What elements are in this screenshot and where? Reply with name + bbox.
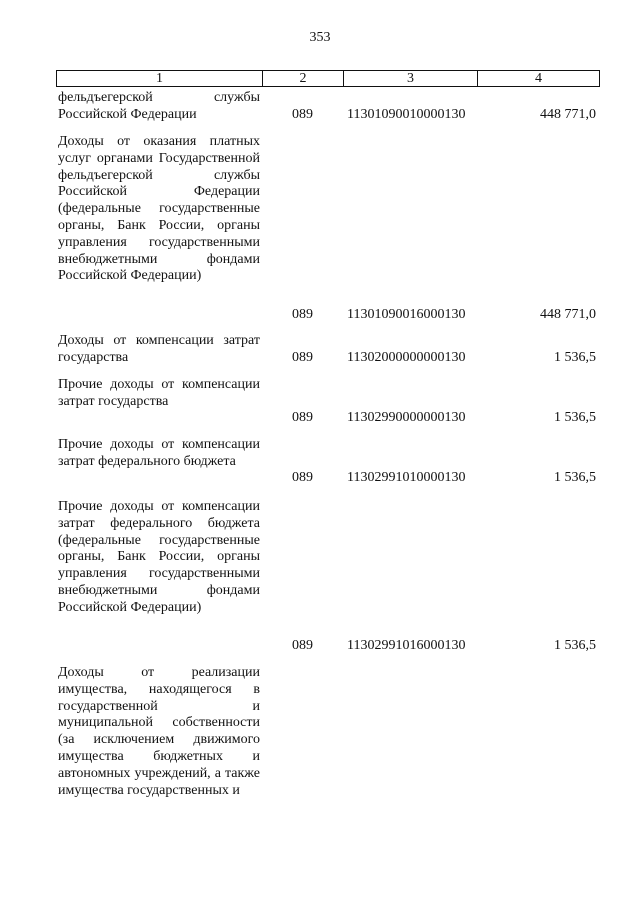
row-code: 089: [292, 638, 313, 654]
table-row: [0, 333, 640, 367]
row-description: фельдъегерской службы Российской Федерации: [58, 90, 260, 122]
row-kbk: 11301090010000130: [347, 107, 466, 123]
row-amount: 1 536,5: [554, 470, 596, 486]
row-amount: 448 771,0: [540, 307, 596, 323]
row-code: 089: [292, 307, 313, 323]
row-description: Прочие доходы от компенсации затрат федерального бюджета: [58, 437, 260, 469]
table-row: [0, 665, 640, 835]
table-row: [0, 90, 640, 124]
row-amount: 448 771,0: [540, 107, 596, 123]
row-amount: 1 536,5: [554, 638, 596, 654]
row-description: Доходы от компенсации затрат государства: [58, 333, 260, 365]
row-amount: 1 536,5: [554, 350, 596, 366]
row-code: 089: [292, 410, 313, 426]
table-row: [0, 134, 640, 324]
row-description: Прочие доходы от компенсации затрат государства: [58, 377, 260, 409]
row-description: Прочие доходы от компенсации затрат федерального бюджета (федеральные государственные органы, Банк России, органы управления государственными внебюджетными фондами Российской Федерации): [58, 499, 260, 615]
column-header-3: 3: [343, 70, 478, 87]
row-description: Доходы от реализации имущества, находящегося в государственной и муниципальной собственности (за исключением движимого имущества бюджетных и автономных учреждений, а также имущества государственных и: [58, 665, 260, 798]
table-row: [0, 377, 640, 427]
row-code: 089: [292, 107, 313, 123]
row-kbk: 11302991016000130: [347, 638, 466, 654]
row-code: 089: [292, 470, 313, 486]
row-kbk: 11302990000000130: [347, 410, 466, 426]
table-row: [0, 499, 640, 655]
row-description: Доходы от оказания платных услуг органами Государственной фельдъегерской службы Российской Федерации (федеральные государственные органы, Банк России, органы управления государственными внебюджетными фондами Российской Федерации): [58, 134, 260, 284]
page-number: 353: [309, 30, 331, 45]
row-code: 089: [292, 350, 313, 366]
row-kbk: 11302991010000130: [347, 470, 466, 486]
column-header-4: 4: [477, 70, 600, 87]
column-header-2: 2: [262, 70, 344, 87]
table-row: [0, 437, 640, 487]
row-amount: 1 536,5: [554, 410, 596, 426]
row-kbk: 11301090016000130: [347, 307, 466, 323]
row-kbk: 11302000000000130: [347, 350, 466, 366]
column-header-1: 1: [56, 70, 263, 87]
